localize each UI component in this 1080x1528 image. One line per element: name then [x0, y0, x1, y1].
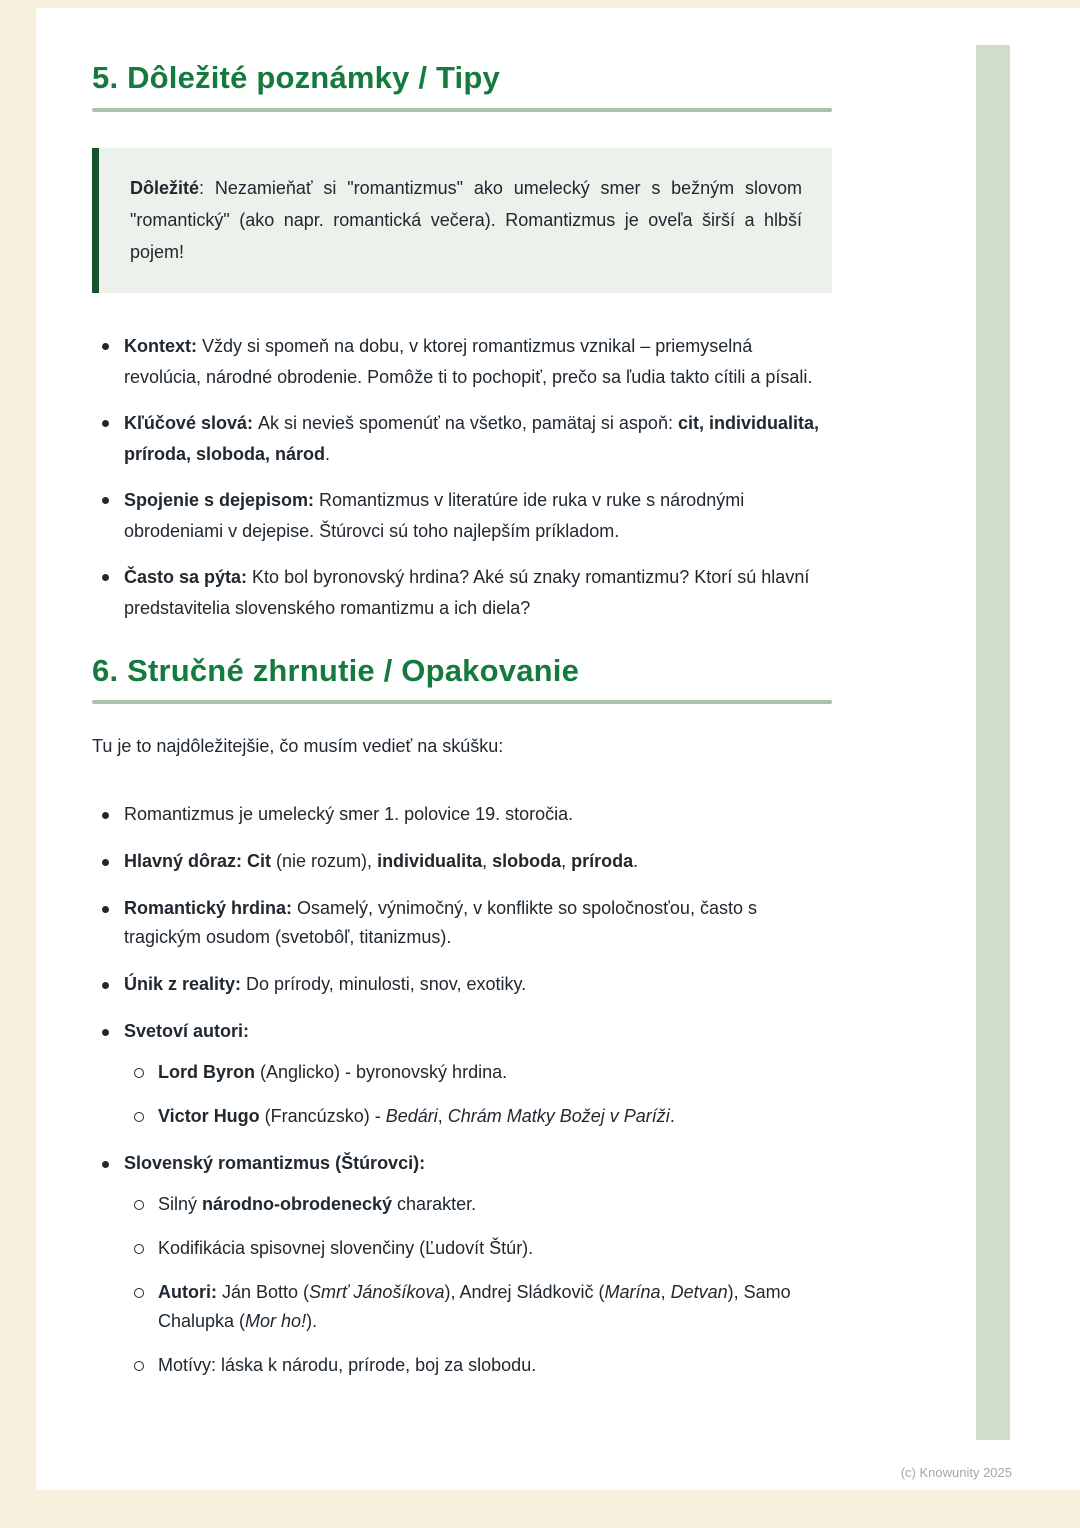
text-segment: Kontext:	[124, 335, 202, 356]
text-segment: Svetoví autori:	[124, 1020, 250, 1041]
list-item	[92, 331, 832, 394]
text-segment: (Francúzsko) -	[259, 1105, 386, 1126]
text-segment: Hlavný dôraz: Cit	[124, 850, 272, 871]
callout-text	[130, 172, 802, 269]
text-segment: cit, individualita, príroda, sloboda, národ	[124, 412, 819, 465]
section-title-notes: 5. Dôležité poznámky / Tipy	[92, 60, 500, 95]
text-segment: Romantický hrdina:	[124, 897, 298, 918]
text-segment: Vždy si spomeň na dobu, v ktorej romantizmus vznikal – priemyselná revolúcia, národné obrodenie. Pomôže ti to pochopiť, prečo sa ľudia takto cítili a písali.	[124, 335, 813, 388]
important-callout	[92, 148, 832, 293]
text-segment: Osamelý, výnimočný, v konflikte so spoločnosťou, často s tragickým osudom (svetobôľ, titanizmus).	[124, 897, 757, 948]
sublist-item	[124, 1102, 832, 1132]
sublist-item-text	[158, 1190, 832, 1220]
summary-list	[92, 800, 832, 1381]
text-segment: Detvan	[670, 1281, 728, 1302]
list-item-text	[124, 1149, 832, 1179]
list-item	[92, 800, 832, 830]
text-segment: Autori:	[158, 1281, 222, 1302]
list-item-text	[124, 970, 832, 1000]
section-important-notes	[92, 60, 832, 625]
page-content	[92, 8, 832, 1398]
text-segment: Marína	[604, 1281, 661, 1302]
list-item-text	[124, 800, 832, 830]
copyright-footer: (c) Knowunity 2025	[900, 1465, 1012, 1480]
text-segment: Ján Botto (	[221, 1281, 310, 1302]
text-segment: Dôležité	[130, 177, 200, 198]
title-underline	[92, 108, 832, 112]
list-item	[92, 485, 832, 548]
list-item	[92, 408, 832, 471]
text-segment: Romantizmus v literatúre ide ruka v ruke s národnými obrodeniami v dejepise. Štúrovci sú toho najlepším príkladom.	[124, 489, 745, 542]
text-segment: .	[325, 444, 331, 465]
text-segment: Často sa pýta:	[124, 566, 253, 587]
text-segment: (nie rozum),	[271, 850, 378, 871]
text-segment: Kľúčové slová:	[124, 412, 258, 433]
world-authors-sublist	[124, 1058, 832, 1131]
text-segment: Romantizmus je umelecký smer 1. polovice 19. storočia.	[124, 804, 574, 825]
text-segment: Victor Hugo	[158, 1105, 260, 1126]
sublist-item	[124, 1278, 832, 1337]
sublist-item-text	[158, 1234, 832, 1264]
text-segment: Spojenie s dejepisom:	[124, 489, 320, 510]
slovak-romanticism-sublist	[124, 1190, 832, 1380]
sublist-item-text	[158, 1102, 832, 1132]
list-item	[92, 1149, 832, 1381]
text-segment: ,	[561, 850, 572, 871]
text-segment: ), Andrej Sládkovič (	[444, 1281, 605, 1302]
list-item-text	[124, 408, 832, 471]
text-segment: Motívy: láska k národu, prírode, boj za slobodu.	[158, 1355, 537, 1376]
section-title-summary: 6. Stručné zhrnutie / Opakovanie	[92, 652, 580, 688]
sublist-item-text	[158, 1058, 832, 1088]
sublist-item-text	[158, 1351, 832, 1381]
sublist-item	[124, 1190, 832, 1220]
list-item	[92, 1017, 832, 1132]
list-item	[92, 970, 832, 1000]
title-underline	[92, 700, 832, 704]
text-segment: charakter.	[392, 1194, 477, 1215]
list-item-text	[124, 331, 832, 394]
text-segment: Únik z reality:	[124, 973, 247, 994]
text-segment: .	[633, 850, 639, 871]
text-segment: ), Samo Chalupka (	[158, 1281, 791, 1332]
list-item-text	[124, 562, 832, 625]
list-item-text	[124, 1017, 832, 1047]
notes-list	[92, 331, 832, 625]
list-item-text	[124, 485, 832, 548]
text-segment: ,	[437, 1105, 448, 1126]
sublist-item	[124, 1058, 832, 1088]
text-segment: príroda	[571, 850, 634, 871]
text-segment: .	[669, 1105, 675, 1126]
text-segment: : Nezamieňať si "romantizmus" ako umelecký smer s bežným slovom "romantický" (ako napr. romantická večera). Romantizmus je oveľa širší a hlbší pojem!	[130, 177, 802, 263]
text-segment: Mor ho!	[245, 1311, 307, 1332]
list-item	[92, 894, 832, 953]
right-accent-bar	[976, 45, 1010, 1440]
text-segment: národno-obrodenecký	[202, 1194, 393, 1215]
text-segment: Kodifikácia spisovnej slovenčiny (Ľudovít Štúr).	[158, 1238, 534, 1259]
sublist-item	[124, 1351, 832, 1381]
text-segment: Lord Byron	[158, 1062, 255, 1083]
text-segment: Kto bol byronovský hrdina? Aké sú znaky romantizmu? Ktorí sú hlavní predstavitelia slovenského romantizmu a ich diela?	[124, 566, 810, 619]
text-segment: Ak si nevieš spomenúť na všetko, pamätaj si aspoň:	[257, 412, 678, 433]
text-segment: (Anglicko) - byronovský hrdina.	[255, 1062, 508, 1083]
text-segment: individualita	[377, 850, 483, 871]
summary-intro: Tu je to najdôležitejšie, čo musím vedieť na skúšku:	[92, 736, 504, 757]
text-segment: Chrám Matky Božej v Paríži	[447, 1105, 670, 1126]
text-segment: Silný	[158, 1194, 203, 1215]
section-summary	[92, 653, 832, 1381]
text-segment: Slovenský romantizmus (Štúrovci):	[124, 1152, 426, 1173]
text-segment: ,	[660, 1281, 671, 1302]
text-segment: Bedári	[385, 1105, 438, 1126]
list-item-text	[124, 894, 832, 953]
text-segment: sloboda	[492, 850, 562, 871]
page-sheet	[36, 8, 1080, 1490]
text-segment: Do prírody, minulosti, snov, exotiky.	[246, 973, 527, 994]
sublist-item	[124, 1234, 832, 1264]
list-item	[92, 562, 832, 625]
list-item	[92, 847, 832, 877]
text-segment: ).	[306, 1311, 318, 1332]
text-segment: ,	[482, 850, 493, 871]
sublist-item-text	[158, 1278, 832, 1337]
list-item-text	[124, 847, 832, 877]
text-segment: Smrť Jánošíkova	[309, 1281, 445, 1302]
